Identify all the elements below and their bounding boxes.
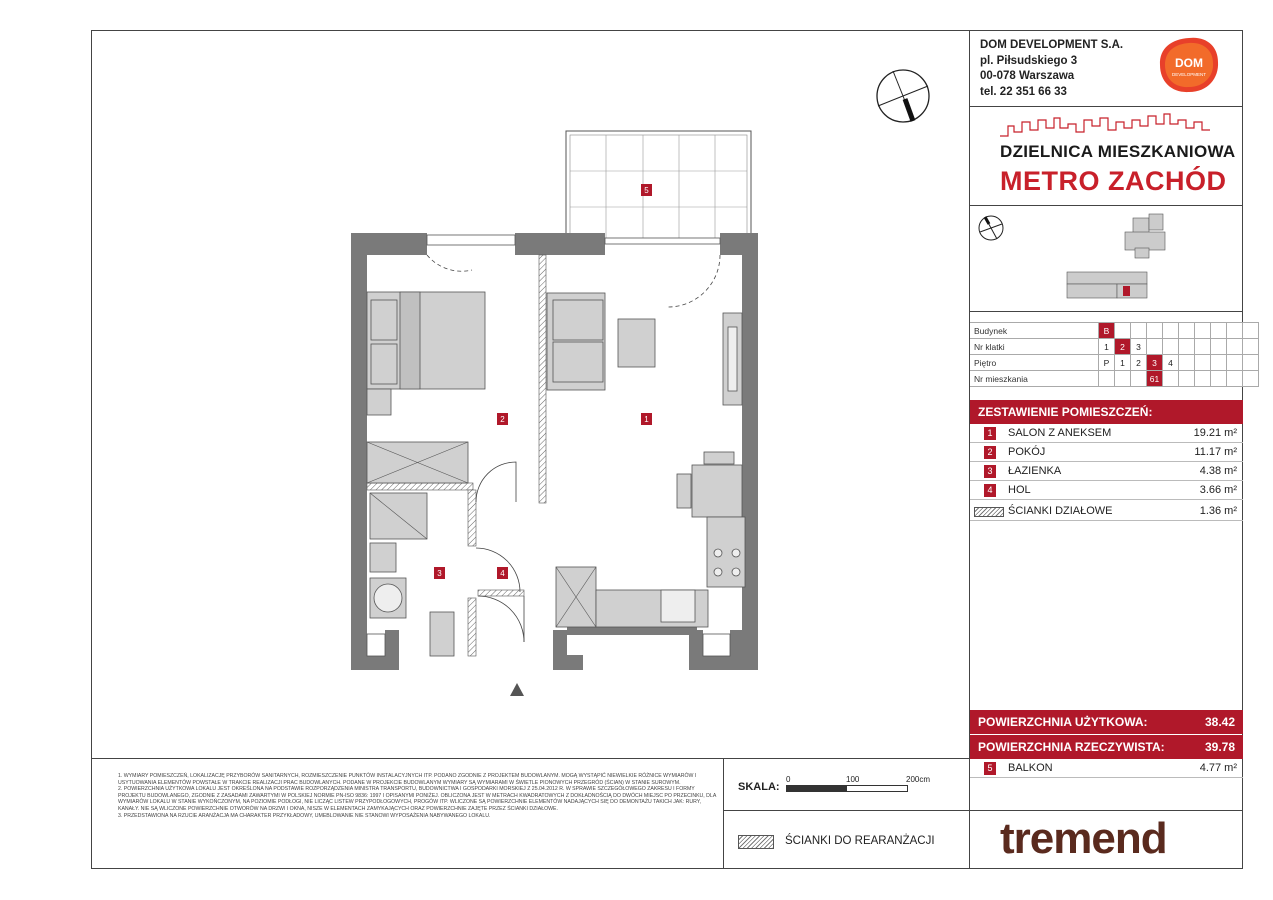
room-area: 3.66 m² (1199, 484, 1237, 496)
location-cell (1147, 323, 1163, 339)
location-cell: 61 (1147, 371, 1163, 387)
location-cell: 2 (1115, 339, 1131, 355)
partitions-row (970, 502, 1243, 521)
company-phone: tel. 22 351 66 33 (980, 85, 1067, 98)
note-3: 3. PRZEDSTAWIONA NA RZUCIE ARANŻACJA MA CHARAKTER PRZYKŁADOWY, UMEBLOWANIE NIE STANOWI WYPOSAŻENIA NABYWANEGO LOKALU. (118, 812, 491, 819)
balcony-door (605, 238, 720, 244)
logo-text-dom: DOM (1175, 56, 1203, 70)
usable-area-label: POWIERZCHNIA UŻYTKOWA: (978, 715, 1148, 729)
site-key-plan (975, 212, 1240, 306)
location-cell (1195, 339, 1211, 355)
location-cell (1211, 339, 1227, 355)
partition-wall-2 (367, 483, 473, 490)
floor-plan (340, 125, 760, 700)
location-row-label: Piętro (970, 355, 1099, 371)
balcony-area: 4.77 m² (1199, 762, 1237, 774)
panel-line-4 (969, 810, 1243, 811)
room-name: HOL (1008, 484, 1031, 496)
scale-tick-100: 100 (846, 775, 860, 784)
room-row (970, 462, 1243, 481)
room-name: ŁAZIENKA (1008, 465, 1062, 477)
actual-area-label: POWIERZCHNIA RZECZYWISTA: (978, 740, 1165, 754)
brand-line-1: DZIELNICA MIESZKANIOWA (1000, 142, 1236, 161)
window-bedroom (427, 235, 515, 245)
company-city: 00-078 Warszawa (980, 70, 1075, 82)
location-cell: 4 (1163, 355, 1179, 371)
location-table (970, 322, 1259, 387)
company-block (980, 38, 1123, 100)
location-cell (1243, 371, 1259, 387)
partition-wall-5 (478, 590, 524, 596)
scale-tick-200: 200cm (906, 775, 931, 784)
location-cell: 2 (1131, 355, 1147, 371)
room-name: SALON Z ANEKSEM (1008, 427, 1112, 439)
dom-development-logo (1158, 36, 1220, 94)
location-cell (1179, 371, 1195, 387)
skyline-icon (1000, 112, 1210, 138)
note-2: 2. POWIERZCHNIA UŻYTKOWA LOKALU JEST OKREŚLONA NA PODSTAWIE ROZPORZĄDZENIA MINISTRA TRANSPORTU, BUDOWNICTWA I GOSPODARKI MORSKIEJ Z 25.04.2012 R. W SPRAWIE SZCZEGÓŁOWEGO ZAKRESU I FORMY PROJEKTU BUDOWLANEGO, ZGODNIE Z ZASADAMI ZAWARTYMI W POLSKIEJ NORMIE PN-ISO 9836: 1997 I OPISANYMI PONIŻEJ. OBLICZONA JEST W METRACH KWADRATOWYCH Z DOKŁADNOŚCIĄ DO DWÓCH MIEJSC PO PRZECINKU, DLA WYMIARÓW LOKALU W STANIE WYKOŃCZONYM, NA POZIOMIE PODŁOGI, NIE LICZĄC LISTEW PRZYPODŁOGOWYCH, PROGÓW ITP. WLICZONE SĄ POWIERZCHNIE ELEMENTÓW NADAJĄCYCH SIĘ DO DEMONTAŻU TAKICH JAK: RURY, KANAŁY. NIE SĄ WLICZONE POWIERZCHNIE OTWORÓW NA DRZWI I OKNA, NISZE W ELEMENTACH ZAMYKAJĄCYCH ORAZ POWIERZCHNIE ZAJĘTE PRZEZ ŚCIANKI DZIAŁOWE. (118, 786, 716, 812)
note-1: 1. WYMIARY POMIESZCZEŃ, LOKALIZACJĘ PRZYBORÓW SANITARNYCH, ROZMIESZCZENIE PUNKTÓW INSTALACYJNYCH ITP. PODANO ZGODNIE Z PROJEKTEM BUDOWLANYM. MOGĄ WYSTĄPIĆ NIEWIELKIE RÓŻNICE WYMIARÓW I USYTUOWANIA ELEMENTÓW POWSTAŁE W TRAKCIE REALIZACJI PRAC BUDOWLANYCH. PODANE W PROJEKCIE BUDOWLANYM WYMIARY SĄ WYMIARAMI W ŚWIETLE PIONOWYCH PRZEGRÓD (ŚCIAN) W STANIE SUROWYM. (118, 773, 697, 786)
balcony-row (970, 759, 1243, 778)
location-cell (1131, 323, 1147, 339)
location-row (970, 371, 1259, 387)
location-cell (1243, 323, 1259, 339)
location-cell: B (1099, 323, 1115, 339)
location-cell (1195, 371, 1211, 387)
room-area: 19.21 m² (1193, 427, 1237, 439)
notes (118, 773, 718, 819)
location-cell (1099, 371, 1115, 387)
rooms-header: ZESTAWIENIE POMIESZCZEŃ: (970, 400, 1243, 424)
location-cell (1195, 323, 1211, 339)
location-cell (1131, 371, 1147, 387)
tremend-logo: tremend (1000, 814, 1167, 863)
scale-bar-dark (786, 785, 848, 792)
partitions-area: 1.36 m² (1199, 505, 1237, 517)
location-cell (1179, 323, 1195, 339)
partitions-name: ŚCIANKI DZIAŁOWE (1008, 505, 1113, 517)
partition-hatch-swatch (974, 507, 1004, 517)
footer-v-divider (723, 758, 724, 869)
panel-line-2 (969, 205, 1243, 206)
panel-line-3 (969, 311, 1243, 312)
location-cell (1163, 323, 1179, 339)
location-cell (1211, 355, 1227, 371)
room-num: 3 (984, 465, 996, 478)
location-cell (1163, 339, 1179, 355)
room-num: 2 (984, 446, 996, 459)
partition-wall-3 (468, 490, 476, 546)
actual-area-value: 39.78 (1204, 740, 1235, 754)
usable-area-value: 38.42 (1204, 715, 1235, 729)
partition-wall-1 (539, 255, 546, 503)
location-row-label: Nr mieszkania (970, 371, 1099, 387)
brand-line-2: METRO ZACHÓD (1000, 166, 1227, 196)
location-cell (1243, 355, 1259, 371)
footer-divider (91, 758, 969, 759)
location-cell: 1 (1099, 339, 1115, 355)
room-row (970, 481, 1243, 500)
location-cell: P (1099, 355, 1115, 371)
room-row (970, 424, 1243, 443)
location-cell (1163, 371, 1179, 387)
usable-area-bar (970, 710, 1243, 734)
actual-area-bar (970, 735, 1243, 759)
location-cell (1147, 339, 1163, 355)
location-cell (1195, 355, 1211, 371)
location-cell (1243, 339, 1259, 355)
plan-label-2: 2 (500, 415, 505, 424)
balcony-name: BALKON (1008, 762, 1053, 774)
logo-text-development: DEVELOPMENT (1171, 72, 1207, 77)
balcony-num: 5 (984, 762, 996, 775)
room-num: 1 (984, 427, 996, 440)
location-cell: 3 (1131, 339, 1147, 355)
room-area: 11.17 m² (1194, 446, 1237, 458)
location-cell (1227, 371, 1243, 387)
room-area: 4.38 m² (1199, 465, 1237, 477)
entrance-arrow-icon (510, 683, 524, 696)
location-cell (1115, 323, 1131, 339)
location-row (970, 323, 1259, 339)
footer-h-divider (723, 810, 969, 811)
location-cell (1227, 323, 1243, 339)
location-cell (1179, 355, 1195, 371)
location-row (970, 339, 1259, 355)
plan-label-5: 5 (644, 186, 649, 195)
location-cell (1115, 371, 1131, 387)
panel-line-1 (969, 106, 1243, 107)
partition-wall-4 (468, 598, 476, 656)
location-cell (1227, 355, 1243, 371)
location-cell: 1 (1115, 355, 1131, 371)
furniture (367, 292, 745, 656)
plan-label-3: 3 (437, 569, 442, 578)
location-cell (1211, 371, 1227, 387)
location-cell (1179, 339, 1195, 355)
scale-bar-light (846, 785, 908, 792)
company-street: pl. Piłsudskiego 3 (980, 54, 1078, 67)
company-name: DOM DEVELOPMENT S.A. (980, 39, 1124, 51)
location-cell (1227, 339, 1243, 355)
balcony-area (566, 131, 751, 243)
rearrangement-label: ŚCIANKI DO REARANŻACJI (785, 835, 935, 847)
scale-tick-0: 0 (786, 775, 791, 784)
location-row-label: Nr klatki (970, 339, 1099, 355)
room-num: 4 (984, 484, 996, 497)
room-row (970, 443, 1243, 462)
location-row-label: Budynek (970, 323, 1099, 339)
plan-label-1: 1 (644, 415, 649, 424)
rearrangement-hatch-swatch (738, 835, 774, 849)
room-name: POKÓJ (1008, 446, 1046, 458)
scale-label: SKALA: (738, 781, 780, 793)
location-row (970, 355, 1259, 371)
location-cell (1211, 323, 1227, 339)
location-cell: 3 (1147, 355, 1163, 371)
compass-north-icon (872, 66, 934, 126)
key-plan-compass-icon (979, 216, 1003, 240)
plan-label-4: 4 (500, 569, 505, 578)
